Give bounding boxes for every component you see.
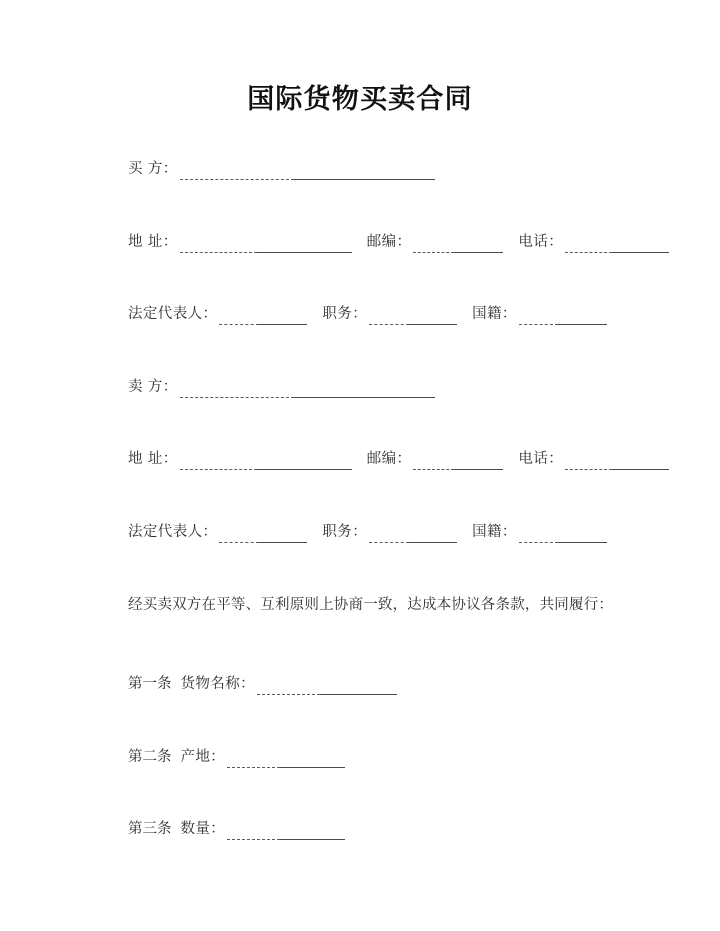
seller-zip-field[interactable] — [413, 457, 503, 470]
page-title: 国际货物买卖合同 — [247, 84, 473, 115]
buyer-party-field[interactable] — [180, 167, 435, 180]
seller-party-label: 卖 方： — [128, 379, 178, 395]
article-field-1[interactable] — [257, 682, 397, 695]
preamble-paragraph: 经买卖双方在平等、互利原则上协商一致，达成本协议各条款，共同履行： — [128, 597, 614, 613]
buyer-zip-label: 邮编： — [366, 234, 412, 250]
seller-address-label: 地 址： — [128, 451, 178, 467]
seller-representative-row — [128, 521, 680, 543]
buyer-nationality-label: 国籍： — [472, 306, 517, 322]
seller-party-field[interactable] — [180, 385, 435, 398]
buyer-address-label: 地 址： — [128, 234, 178, 250]
article-field-3[interactable] — [227, 827, 345, 840]
seller-representative-label: 法定代表人： — [128, 524, 218, 540]
buyer-party-row — [128, 158, 680, 180]
buyer-tel-field[interactable] — [565, 240, 669, 253]
seller-tel-label: 电话： — [518, 451, 564, 467]
article-label-3: 数量： — [180, 821, 226, 837]
buyer-zip-field[interactable] — [413, 240, 503, 253]
seller-nationality-label: 国籍： — [472, 524, 517, 540]
article-field-2[interactable] — [227, 755, 345, 768]
article-row-2 — [128, 746, 680, 768]
seller-job-title-field[interactable] — [369, 530, 457, 543]
article-label-1: 货物名称： — [180, 676, 255, 692]
seller-job-title-label: 职务： — [322, 524, 368, 540]
article-number-1: 第一条 — [128, 676, 172, 692]
seller-representative-field[interactable] — [219, 530, 307, 543]
seller-party-row — [128, 376, 680, 398]
seller-tel-field[interactable] — [565, 457, 669, 470]
buyer-address-row — [128, 231, 680, 253]
article-label-2: 产地： — [180, 749, 226, 765]
article-row-3 — [128, 818, 680, 840]
buyer-representative-field[interactable] — [219, 312, 307, 325]
seller-zip-label: 邮编： — [366, 451, 412, 467]
seller-address-field[interactable] — [180, 457, 352, 470]
article-number-2: 第二条 — [128, 749, 172, 765]
buyer-tel-label: 电话： — [518, 234, 564, 250]
buyer-nationality-field[interactable] — [519, 312, 607, 325]
buyer-address-field[interactable] — [180, 240, 352, 253]
article-row-1 — [128, 673, 680, 695]
buyer-representative-row — [128, 303, 680, 325]
article-number-3: 第三条 — [128, 821, 172, 837]
seller-nationality-field[interactable] — [519, 530, 607, 543]
buyer-party-label: 买 方： — [128, 161, 178, 177]
buyer-job-title-field[interactable] — [369, 312, 457, 325]
buyer-job-title-label: 职务： — [322, 306, 368, 322]
seller-address-row — [128, 448, 680, 470]
buyer-representative-label: 法定代表人： — [128, 306, 218, 322]
